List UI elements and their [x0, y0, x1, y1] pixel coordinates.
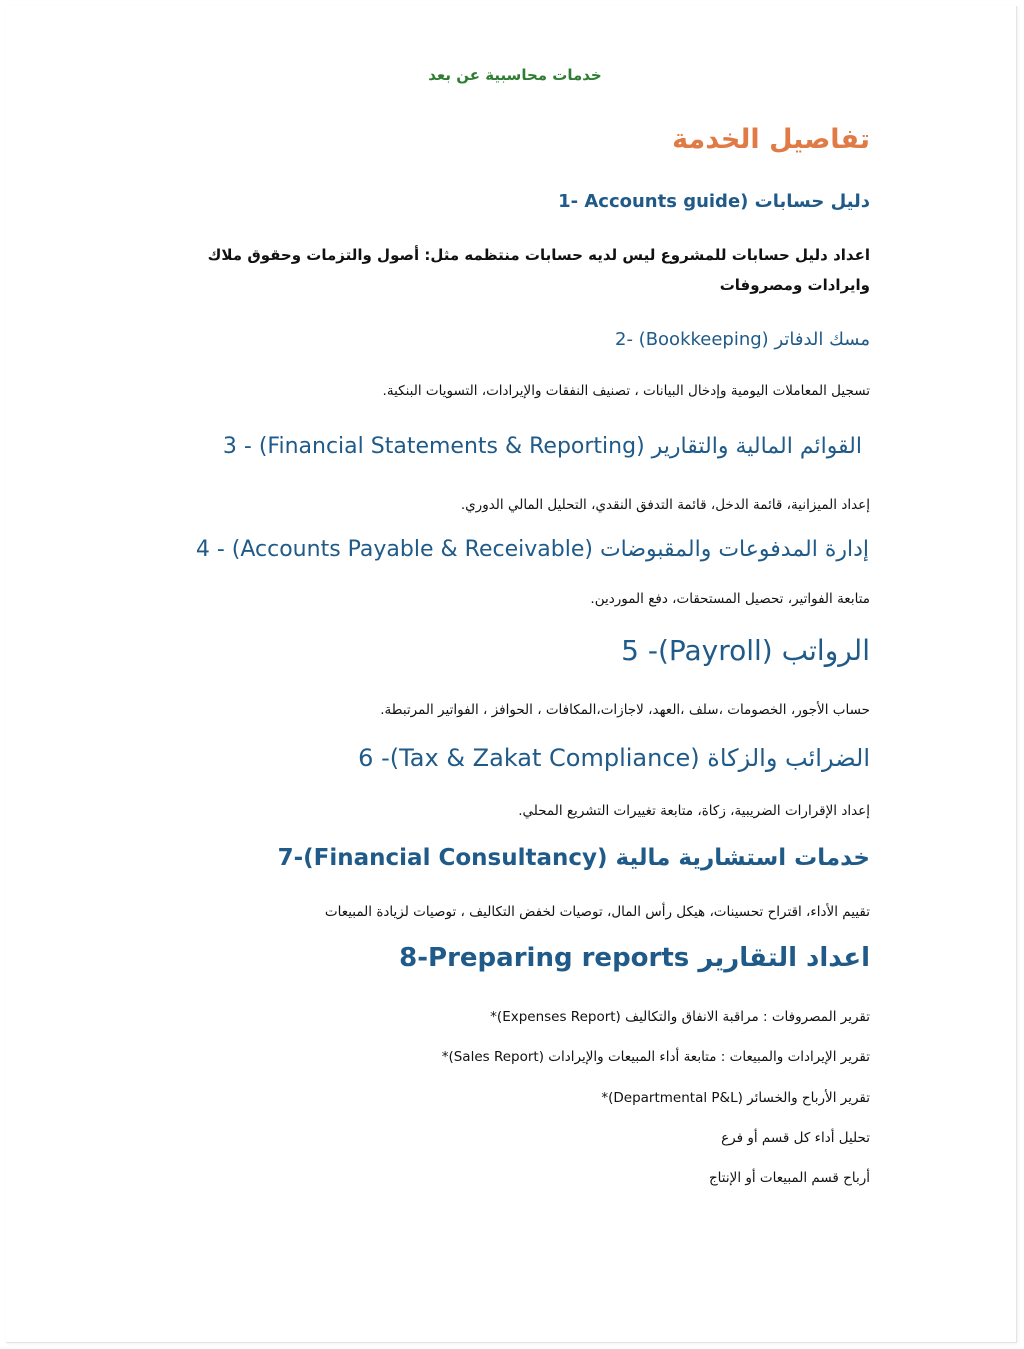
- service-2-heading: 2- (Bookkeeping) مسك الدفاتر: [615, 329, 870, 350]
- service-3-description: إعداد الميزانية، قائمة الدخل، قائمة التدفق النقدي، التحليل المالي الدوري.: [460, 497, 870, 513]
- document-top-title: خدمات محاسبية عن بعد: [428, 66, 602, 84]
- service-5-heading: 5 -(Payroll) الرواتب: [621, 634, 870, 667]
- service-4-description: متابعة الفواتير، تحصيل المستحقات، دفع الموردين.: [590, 591, 870, 607]
- service-8-heading: 8-Preparing reports اعداد التقارير: [399, 943, 870, 973]
- report-item-branch-analysis: تحليل أداء كل قسم أو فرع: [721, 1130, 870, 1146]
- section-title: تفاصيل الخدمة: [672, 124, 870, 155]
- service-1-description: اعداد دليل حسابات للمشروع ليس لديه حسابات منتظمه مثل: أصول والتزمات وحقوق ملاك وايرادات ومصروفات: [207, 246, 870, 294]
- service-7-heading: 7-(Financial Consultancy) خدمات استشارية مالية: [277, 845, 870, 871]
- service-4-heading: 4 - (Accounts Payable & Receivable) إدارة المدفوعات والمقبوضات: [195, 537, 869, 562]
- report-item-expenses: *(Expenses Report) تقرير المصروفات : مراقبة الانفاق والتكاليف: [490, 1009, 870, 1025]
- service-5-description: حساب الأجور، الخصومات ،سلف ،العهد، لاجازات،المكافات ، الحوافز ، الفواتير المرتبطة.: [380, 702, 870, 718]
- service-3-heading: 3 - (Financial Statements & Reporting) القوائم المالية والتقارير: [222, 434, 862, 459]
- service-2-description: تسجيل المعاملات اليومية وإدخال البيانات ، تصنيف النفقات والإيرادات، التسويات البنكية.: [382, 383, 870, 399]
- service-6-description: إعداد الإقرارات الضريبية، زكاة، متابعة تغييرات التشريع المحلي.: [518, 803, 870, 819]
- report-item-sales: *(Sales Report) تقرير الإيرادات والمبيعات : متابعة أداء المبيعات والإيرادات: [441, 1049, 870, 1065]
- report-item-departmental-pl: *(Departmental P&L) تقرير الأرباح والخسائر: [601, 1090, 870, 1106]
- service-1-heading: 1- Accounts guide) دليل حسابات: [558, 191, 870, 212]
- report-item-sales-profit: أرباح قسم المبيعات أو الإنتاج: [708, 1170, 870, 1186]
- service-6-heading: 6 -(Tax & Zakat Compliance) الضرائب والزكاة: [358, 744, 870, 772]
- service-7-description: تقييم الأداء، اقتراح تحسينات، هيكل رأس المال، توصيات لخفض التكاليف ، توصيات لزيادة المبيعات: [324, 904, 870, 920]
